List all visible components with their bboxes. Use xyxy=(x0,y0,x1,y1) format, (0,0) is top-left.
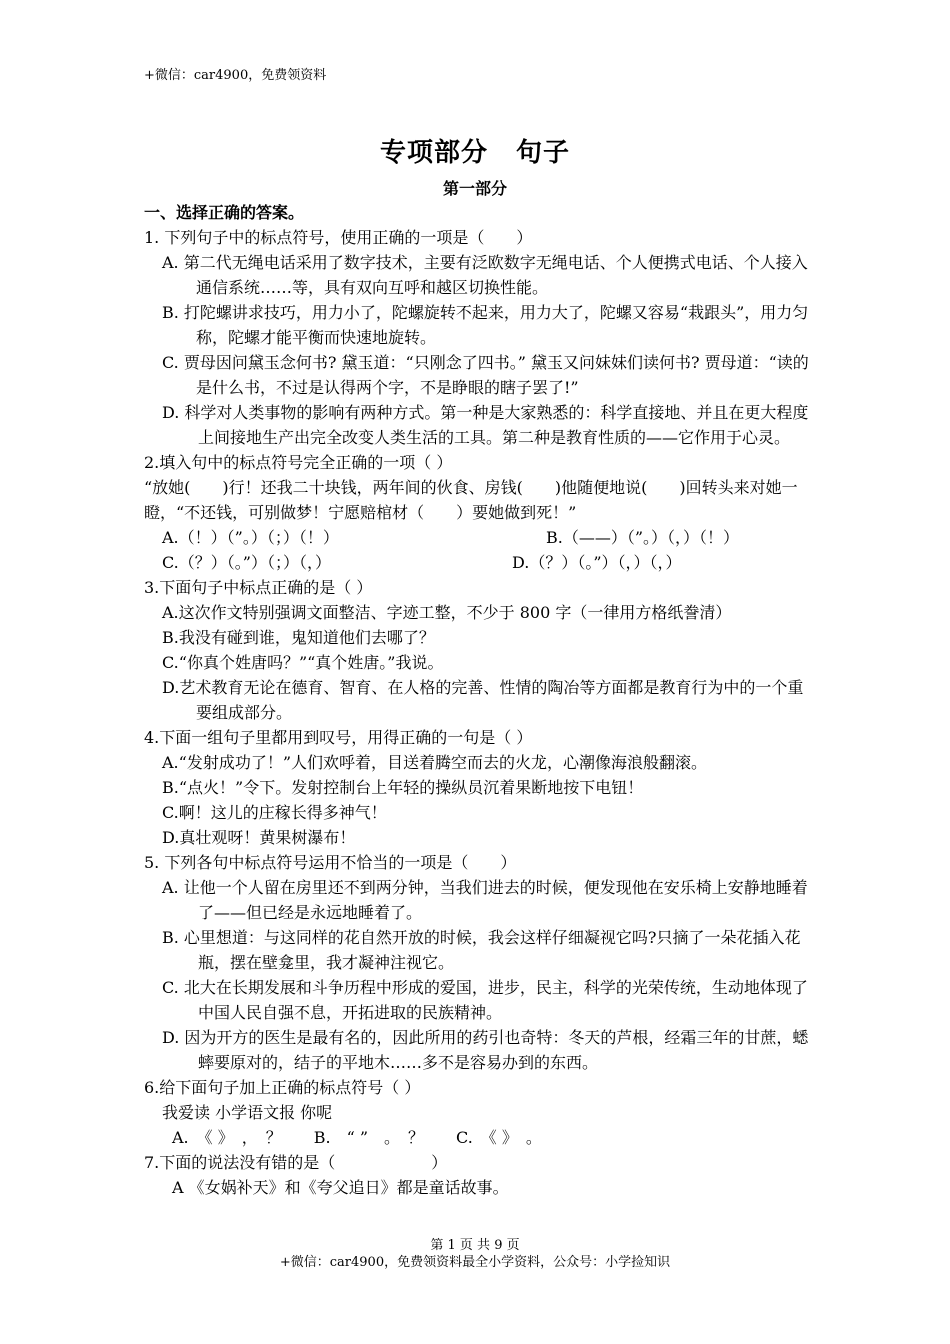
question-2-option-d: D.（？）（。”）（，）（，） xyxy=(512,553,682,572)
question-1-option-b: B. 打陀螺讲求技巧，用力小了，陀螺旋转不起来，用力大了，陀螺又容易“栽跟头”，用力匀称，陀螺才能平衡而快速地旋转。 xyxy=(162,303,809,347)
page-subtitle: 第一部分 xyxy=(442,179,507,198)
title-part2: 句子 xyxy=(516,138,571,168)
question-1-stem: 1. 下列句子中的标点符号，使用正确的一项是（ ） xyxy=(144,228,533,247)
question-2-option-b: B.（——）（”。）（，）（！） xyxy=(546,528,740,547)
question-6-stem: 6.给下面句子加上正确的标点符号（ ） xyxy=(144,1078,421,1097)
question-4-option-b: B.“点火！”令下。发射控制台上年轻的操纵员沉着果断地按下电钮！ xyxy=(162,778,644,797)
question-3-option-d: D.艺术教育无论在德育、智育、在人格的完善、性情的陶冶等方面都是教育行为中的一个重要组成部分。 xyxy=(162,678,804,722)
document-body xyxy=(144,200,810,1200)
question-4-option-c: C.啊！这儿的庄稼长得多神气！ xyxy=(162,803,387,822)
question-5-option-a: A. 让他一个人留在房里还不到两分钟，当我们进去的时候，便发现他在安乐椅上安静地睡着了——但已经是永远地睡着了。 xyxy=(162,878,808,922)
question-3-option-c: C.“你真个姓唐吗？”“真个姓唐。”我说。 xyxy=(162,653,444,672)
question-5-stem: 5. 下列各句中标点符号运用不恰当的一项是（ ） xyxy=(144,853,517,872)
section-heading: 一、选择正确的答案。 xyxy=(144,203,305,222)
page-header: +微信：car4900，免费领资料 xyxy=(144,68,327,83)
question-1-option-d: D. 科学对人类事物的影响有两种方式。第一种是大家熟悉的：科学直接地、并且在更大程度上间接地生产出完全改变人类生活的工具。第二种是教育性质的——它作用于心灵。 xyxy=(162,403,809,447)
question-2-option-a: A.（！）（”。）（；）（！） xyxy=(162,528,339,547)
question-6-sentence: 我爱读 小学语文报 你呢 xyxy=(162,1103,333,1122)
question-2-stem: 2.填入句中的标点符号完全正确的一项（ ） xyxy=(144,453,453,472)
page-title xyxy=(0,132,950,169)
question-4-option-d: D.真壮观呀！黄果树瀑布！ xyxy=(162,828,356,847)
question-2-options-row-2 xyxy=(144,550,810,575)
question-7-stem: 7.下面的说法没有错的是（ ） xyxy=(144,1153,448,1172)
question-5-option-c: C. 北大在长期发展和斗争历程中形成的爱国，进步，民主，科学的光荣传统，生动地体现了中国人民自强不息，开拓进取的民族精神。 xyxy=(162,978,808,1022)
page-footer-note: +微信：car4900，免费领资料最全小学资料，公众号：小学捡知识 xyxy=(279,1255,671,1270)
question-5-option-d: D. 因为开方的医生是最有名的，因此所用的药引也奇特：冬天的芦根，经霜三年的甘蔗，蟋蟀要原对的，结子的平地木……多不是容易办到的东西。 xyxy=(162,1028,809,1072)
question-7-option-a: A 《女娲补天》和《夸父追日》都是童话故事。 xyxy=(172,1178,509,1197)
page-number: 第 1 页 共 9 页 xyxy=(430,1238,520,1253)
question-6-options: A. 《 》 ， ？ B. “ ” 。 ？ C. 《 》 。 xyxy=(172,1128,542,1147)
title-part1: 专项部分 xyxy=(379,138,488,168)
question-2-passage: “放她( )行！还我二十块钱，两年间的伙食、房钱( )他随便地说( )回转头来对她一瞪，“不还钱，可别做梦！宁愿赔棺材（ ）要她做到死！” xyxy=(144,478,798,522)
question-1-option-a: A. 第二代无绳电话采用了数字技术，主要有泛欧数字无绳电话、个人便携式电话、个人接入通信系统……等，具有双向互呼和越区切换性能。 xyxy=(162,253,808,297)
question-4-option-a: A.“发射成功了！”人们欢呼着，目送着腾空而去的火龙，心潮像海浪般翻滚。 xyxy=(162,753,708,772)
question-3-option-a: A.这次作文特别强调文面整洁、字迹工整，不少于 800 字（一律用方格纸誊清） xyxy=(162,603,732,622)
question-1-option-c: C. 贾母因问黛玉念何书? 黛玉道：“只刚念了四书。” 黛玉又问妹妹们读何书? 贾母道：“读的是什么书，不过是认得两个字，不是睁眼的瞎子罢了!” xyxy=(162,353,809,397)
question-2-options-row-1 xyxy=(144,525,810,550)
question-3-option-b: B.我没有碰到谁，鬼知道他们去哪了？ xyxy=(162,628,435,647)
question-3-stem: 3.下面句子中标点正确的是（ ） xyxy=(144,578,373,597)
question-5-option-b: B. 心里想道：与这同样的花自然开放的时候，我会这样仔细凝视它吗?只摘了一朵花插入花瓶，摆在壁龛里，我才凝神注视它。 xyxy=(162,928,801,972)
question-4-stem: 4.下面一组句子里都用到叹号，用得正确的一句是（ ） xyxy=(144,728,533,747)
question-2-option-c: C.（？）（。”）（；）（，） xyxy=(162,553,331,572)
